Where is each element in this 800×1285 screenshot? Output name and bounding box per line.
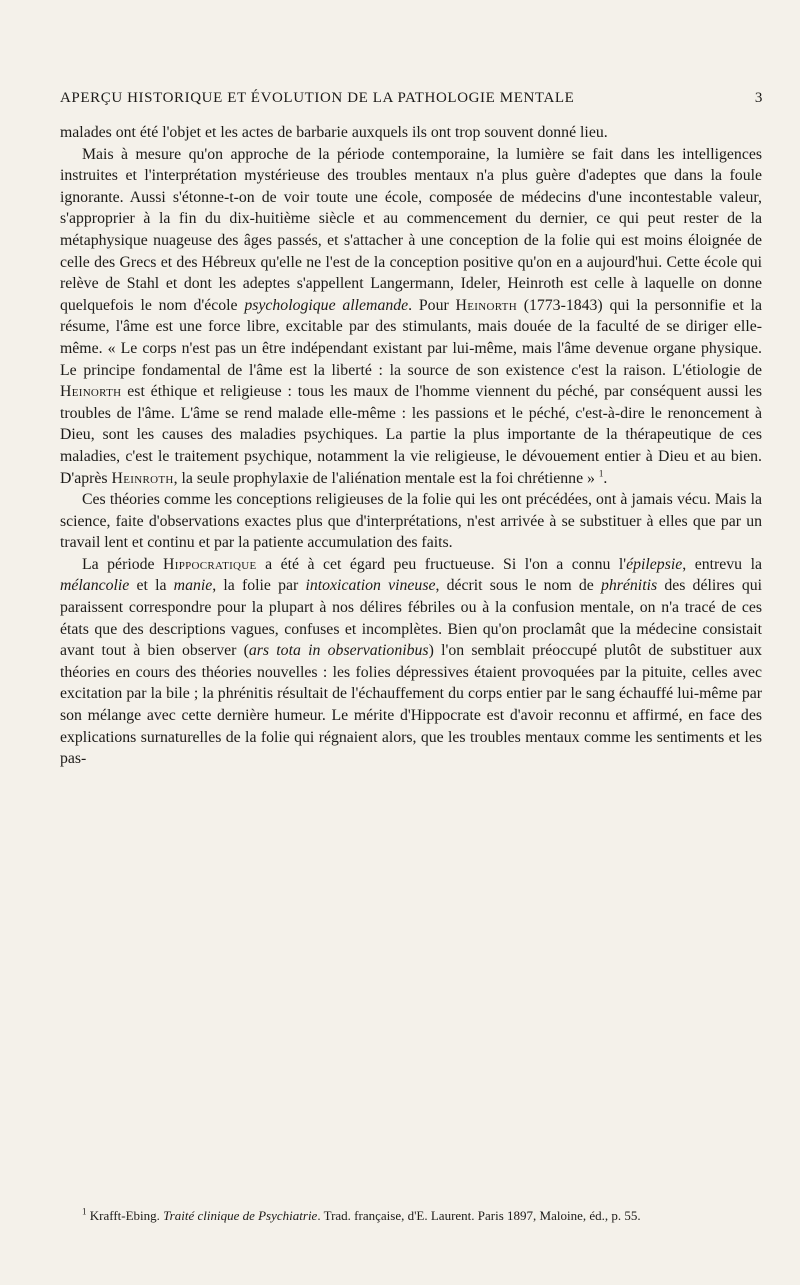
- paragraph-heinroth: Mais à mesure qu'on approche de la période contemporaine, la lumière se fait dans les intelligences instruites et l'interprétation mystérieuse des troubles mentaux n'a plus guère d'adeptes que dans la foule ignorante. Aussi s'étonne-t-on de voir toute une école, composée de médecins d'une incontestable valeur, s'approprier à la fin du dix-huitième siècle et au commencement du dernier, ce qui peut rester de la métaphysique nuageuse des âges passés, et s'attacher à une conception de la folie qui est moins éloignée de celle des Grecs et des Hébreux qu'elle ne l'est de la conception positive qu'on en a aujourd'hui. Cette école qui relève de Stahl et dont les adeptes s'appellent Langermann, Ideler, Heinroth est celle à laquelle on donne quelquefois le nom d'école psychologique allemande. Pour Heinorth (1773-1843) qui la personnifie et la résume, l'âme est une force libre, excitable par des stimulants, mais douée de la faculté de se diriger elle-même. « Le corps n'est pas un être indépendant existant par lui-même, mais l'âme devenue organe physique. Le principe fondamental de l'âme est la liberté : la source de son existence c'est la raison. L'étiologie de Heinorth est éthique et religieuse : tous les maux de l'homme viennent du péché, par conséquent aussi les troubles de l'âme. L'âme se rend malade elle-même : les passions et le péché, c'est-à-dire le renoncement à Dieu, sont les causes des maladies psychiques. La partie la plus importante de la thérapeutique de ces maladies, c'est le traitement psychique, notamment la vie religieuse, le dévouement entier à Dieu et au bien. D'après Heinroth, la seule prophylaxie de l'aliénation mentale est la foi chrétienne » $^1$.: [60, 145, 762, 487]
- paragraph-hippocratic: La période Hippocratique a été à cet égard peu fructueuse. Si l'on a connu l'épilepsie, entrevu la mélancolie et la manie, la folie par intoxication vineuse, décrit sous le nom de phrénitis des délires qui paraissent correspondre pour la plupart à nos délires fébriles ou à la confusion mentale, on n'a tracé de ces états que des descriptions vagues, confuses et incomplètes. Bien qu'on proclamât que la médecine consistait avant tout à bien observer (ars tota in observationibus) l'on semblait préoccupé plutôt de substituer aux théories en cours des théories nouvelles : les folies dépressives étaient provoquées par la pituite, celles avec excitation par la bile ; la phrénitis résultait de l'échauffement du corps entier par le sang échauffé lui-même par son mélange avec cette dernière humeur. Le mérite d'Hippocrate est d'avoir reconnu et affirmé, en face des explications surnaturelles de la folie qui régnaient alors, que les troubles mentaux comme les sentiments et les pas-: [60, 555, 763, 768]
- main-text: [60, 122, 762, 770]
- page-number: 3: [754, 90, 763, 106]
- paragraph-continuation: malades ont été l'objet et les actes de barbarie auxquels ils ont trop souvent donné lieu.: [60, 124, 608, 141]
- footnote-mark: 1: [82, 1206, 87, 1217]
- paragraph-theories: Ces théories comme les conceptions religieuses de la folie qui les ont précédées, ont à jamais vécu. Mais la science, faite d'observations exactes plus que d'interprétations, n'est arrivée à se substituer à elles que par un travail lent et continu et par la patiente accumulation des faits.: [60, 491, 762, 552]
- running-title: APERÇU HISTORIQUE ET ÉVOLUTION DE LA PATHOLOGIE MENTALE: [60, 90, 575, 106]
- running-header: [60, 90, 763, 107]
- footnote-ref: 1: [598, 468, 604, 479]
- footnote: $^1$ Krafft-Ebing. Traité clinique de Psychiatrie. Trad. française, d'E. Laurent. Paris 1897, Maloine, éd., p. 55.: [82, 1206, 641, 1223]
